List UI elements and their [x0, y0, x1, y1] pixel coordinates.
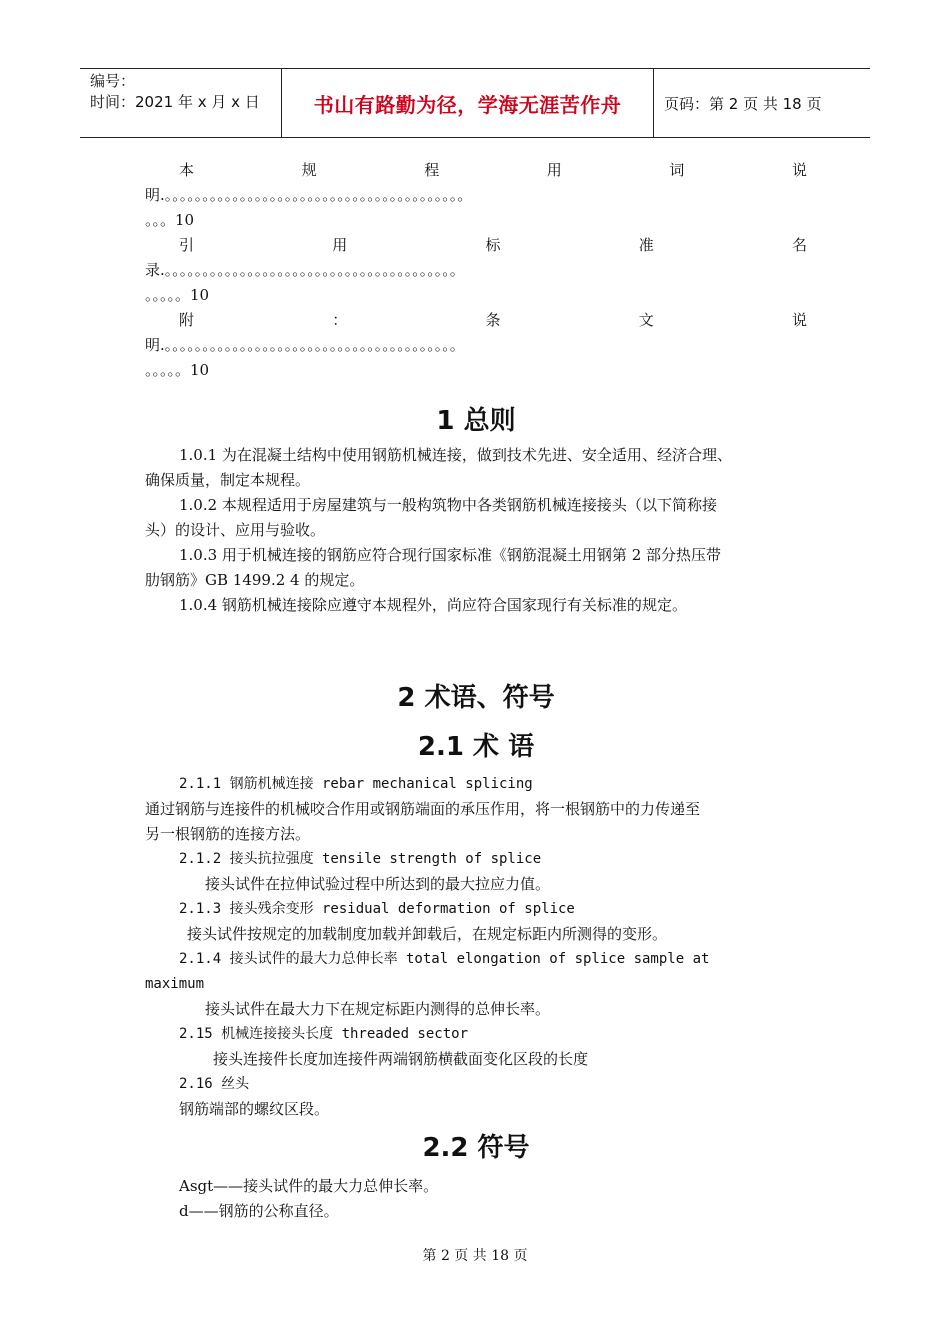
term-2-1-4-def: 接头试件在最大力下在规定标距内测得的总伸长率。 [205, 1000, 551, 1018]
toc-char: 引 [179, 236, 195, 254]
term-2-1-3-def: 接头试件按规定的加载制度加载并卸载后，在规定标距内所测得的变形。 [187, 925, 668, 943]
symbol-d: d——钢筋的公称直径。 [179, 1202, 339, 1220]
subsection-2-2-title: 2.2 符号 [422, 1133, 530, 1163]
clause-1-0-1: 1.0.1 为在混凝土结构中使用钢筋机械连接，做到技术先进、安全适用、经济合理、 [179, 446, 732, 464]
toc-entry-2-heading [145, 233, 807, 258]
term-2-1-4-cont: maximum [145, 976, 205, 992]
term-2-15-def: 接头连接件长度加连接件两端钢筋横截面变化区段的长度 [213, 1050, 589, 1068]
clause-1-0-4: 1.0.4 钢筋机械连接除应遵守本规程外，尚应符合国家现行有关标准的规定。 [179, 596, 687, 614]
term-2-1-3: 2.1.3 接头残余变形 residual deformation of splice [179, 901, 575, 917]
term-2-1-2-def: 接头试件在拉伸试验过程中所达到的最大拉应力值。 [205, 875, 551, 893]
toc-char: 附 [179, 311, 195, 329]
clause-1-0-2-cont: 头）的设计、应用与验收。 [145, 521, 326, 539]
toc-char: 说 [791, 161, 807, 179]
clause-1-0-3-cont: 肋钢筋》GB 1499.2 4 的规定。 [145, 571, 365, 589]
page-header [80, 68, 870, 138]
toc-char: 词 [669, 161, 685, 179]
toc-entry-1-leader: 明.。。。。。。。。。。。。。。。。。。。。。。。。。。。。。。。。。。。。。。。。 [145, 186, 473, 204]
toc-char: 文 [638, 311, 654, 329]
toc-char: 用 [332, 236, 348, 254]
header-meta [80, 69, 282, 137]
toc-char: 名 [791, 236, 807, 254]
toc-entry-3-heading [145, 308, 807, 333]
toc-char: 规 [301, 161, 317, 179]
toc-entry-1-page: 。。。10 [145, 211, 195, 229]
page-footer: 第 2 页 共 18 页 [422, 1248, 528, 1264]
toc-char: 用 [546, 161, 562, 179]
toc-char: 条 [485, 311, 501, 329]
toc-entry-1-heading [145, 158, 807, 183]
term-2-15: 2.15 机械连接接头长度 threaded sector [179, 1026, 469, 1042]
term-2-1-1-def-cont: 另一根钢筋的连接方法。 [145, 825, 311, 843]
toc-entry-2-leader: 录.。。。。。。。。。。。。。。。。。。。。。。。。。。。。。。。。。。。。。。。 [145, 261, 465, 279]
term-2-1-2: 2.1.2 接头抗拉强度 tensile strength of splice [179, 851, 542, 867]
symbol-asgt: Asgt——接头试件的最大力总伸长率。 [179, 1177, 439, 1195]
clause-1-0-1-cont: 确保质量，制定本规程。 [145, 471, 311, 489]
toc-entry-3-page: 。。。。。10 [145, 361, 210, 379]
toc-entry-3-leader: 明.。。。。。。。。。。。。。。。。。。。。。。。。。。。。。。。。。。。。。。。 [145, 336, 465, 354]
clause-1-0-2: 1.0.2 本规程适用于房屋建筑与一般构筑物中各类钢筋机械连接接头（以下简称接 [179, 496, 717, 514]
header-page-label: 页码：第 2 页 共 18 页 [664, 94, 822, 113]
subsection-2-1-title: 2.1 术 语 [417, 732, 535, 762]
term-2-16-def: 钢筋端部的螺纹区段。 [179, 1100, 330, 1118]
term-2-1-4: 2.1.4 接头试件的最大力总伸长率 total elongation of splice sample at [179, 951, 710, 967]
term-2-1-1: 2.1.1 钢筋机械连接 rebar mechanical splicing [179, 776, 533, 792]
toc-char: 说 [791, 311, 807, 329]
time-label: 时间：2021 年 x 月 x 日 [90, 93, 260, 111]
header-motto: 书山有路勤为径，学海无涯苦作舟 [282, 69, 654, 137]
toc-char: 准 [638, 236, 654, 254]
toc-char: 本 [179, 161, 195, 179]
toc-char: ： [332, 311, 348, 329]
section-2-title: 2 术语、符号 [397, 683, 555, 713]
term-2-16: 2.16 丝头 [179, 1076, 250, 1092]
clause-1-0-3: 1.0.3 用于机械连接的钢筋应符合现行国家标准《钢筋混凝土用钢第 2 部分热压带 [179, 546, 722, 564]
section-1-title: 1 总则 [436, 406, 516, 436]
toc-char: 标 [485, 236, 501, 254]
toc-char: 程 [424, 161, 440, 179]
toc-entry-2-page: 。。。。。10 [145, 286, 210, 304]
term-2-1-1-def: 通过钢筋与连接件的机械咬合作用或钢筋端面的承压作用，将一根钢筋中的力传递至 [145, 800, 701, 818]
number-label: 编号： [90, 72, 136, 90]
document-body [145, 158, 807, 1224]
